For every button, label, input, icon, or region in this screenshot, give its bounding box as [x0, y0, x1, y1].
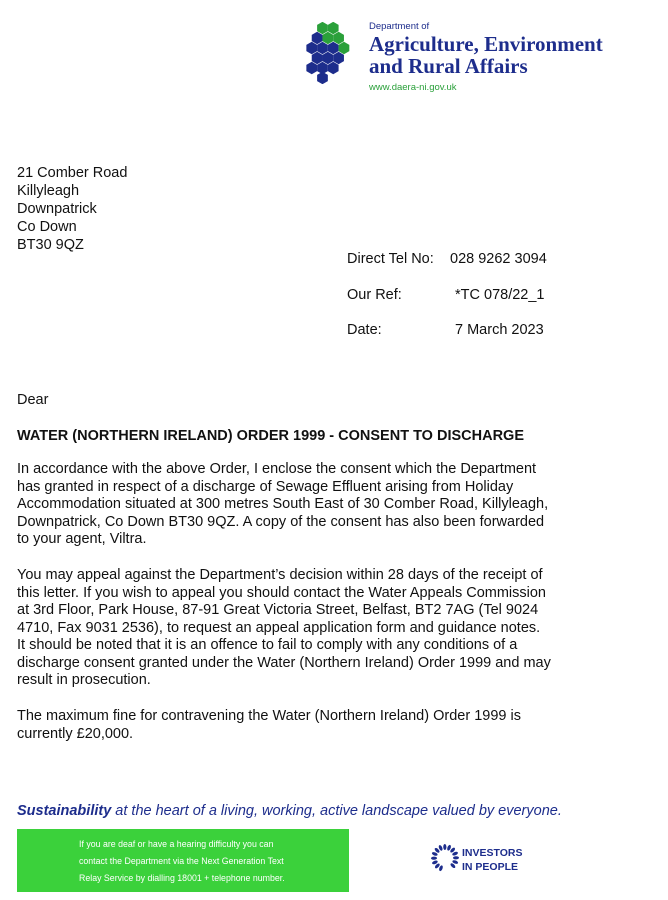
paragraph-line: at 3rd Floor, Park House, 87-91 Great Victoria Street, Belfast, BT2 7AG (Tel 9024: [17, 602, 539, 618]
hexagon-cell: [333, 52, 344, 64]
hexagon-cell: [333, 32, 344, 44]
relay-line: If you are deaf or have a hearing difficulty you can: [79, 839, 274, 849]
address-line: Killyleagh: [17, 183, 80, 199]
date-value: 7 March 2023: [455, 322, 544, 338]
hexagon-cell: [328, 62, 339, 74]
paragraph-line: Accommodation situated at 300 metres South East of 30 Comber Road, Killyleagh,: [17, 496, 549, 512]
hexagon-cell: [317, 72, 328, 84]
our-ref-label: Our Ref:: [347, 287, 402, 303]
hexagon-cell: [339, 42, 350, 54]
paragraph-line: result in prosecution.: [17, 672, 151, 688]
address-line: 21 Comber Road: [17, 165, 128, 181]
salutation: Dear: [17, 392, 49, 408]
recipient-address: [17, 164, 127, 254]
direct-tel-value: 028 9262 3094: [450, 251, 547, 267]
paragraph-line: In accordance with the above Order, I enclose the consent which the Department: [17, 461, 537, 477]
paragraph-fine: [17, 708, 617, 743]
investors-line1: INVESTORS: [462, 847, 523, 859]
sustainability-tagline: [17, 803, 562, 819]
paragraph-line: You may appeal against the Department’s decision within 28 days of the receipt of: [17, 567, 543, 583]
paragraph-line: currently £20,000.: [17, 725, 134, 742]
investors-in-people-logo: [430, 840, 550, 880]
paragraph-line: Downpatrick, Co Down BT30 9QZ. A copy of the consent has also been forwarded: [17, 513, 545, 530]
paragraph-line: 4710, Fax 9031 2536), to request an appeal application form and guidance notes.: [17, 619, 541, 636]
daera-logo: [303, 18, 643, 98]
our-ref-value: *TC 078/22_1: [455, 287, 545, 303]
date-label: Date:: [347, 322, 382, 338]
relay-line: Relay Service by dialling 18001 + telephone number.: [79, 873, 285, 883]
relay-line: contact the Department via the Next Generation Text: [79, 856, 284, 866]
paragraph-line: discharge consent granted under the Water (Northern Ireland) Order 1999 and may: [17, 654, 551, 671]
paragraph-line: has granted in respect of a discharge of Sewage Effluent arising from Holiday: [17, 478, 514, 495]
hexagon-cell: [306, 62, 317, 74]
hexagon-cell: [322, 52, 333, 64]
text-relay-box: [17, 829, 349, 892]
tagline-rest: at the heart of a living, working, active landscape valued by everyone.: [111, 803, 562, 819]
logo-website: www.daera-ni.gov.uk: [369, 82, 457, 93]
hexagon-cell: [328, 22, 339, 34]
hexagon-cluster-icon: [303, 22, 363, 84]
address-line: BT30 9QZ: [17, 237, 84, 253]
address-line: Co Down: [17, 219, 77, 235]
paragraph-line: The maximum fine for contravening the Water (Northern Ireland) Order 1999 is: [17, 708, 521, 724]
hexagon-cell: [317, 22, 328, 34]
letter-heading: WATER (NORTHERN IRELAND) ORDER 1999 - CONSENT TO DISCHARGE: [17, 428, 524, 444]
wreath-leaf: [431, 857, 437, 860]
logo-title-line1: Agriculture, Environment: [369, 32, 603, 56]
wreath-leaf: [453, 856, 459, 859]
paragraph-line: this letter. If you wish to appeal you should contact the Water Appeals Commission: [17, 584, 546, 601]
logo-department-of: Department of: [369, 21, 430, 32]
hexagon-cell: [306, 42, 317, 54]
paragraph-appeal: [17, 567, 617, 690]
direct-tel-label: Direct Tel No:: [347, 251, 434, 267]
address-line: Downpatrick: [17, 201, 97, 217]
hexagon-cell: [317, 42, 328, 54]
hexagon-cell: [328, 42, 339, 54]
logo-title-line2: and Rural Affairs: [369, 54, 528, 78]
hexagon-cell: [312, 52, 323, 64]
investors-line2: IN PEOPLE: [462, 861, 519, 873]
tagline-bold: Sustainability: [17, 803, 112, 819]
hexagon-cell: [322, 32, 333, 44]
paragraph-line: to your agent, Viltra.: [17, 531, 147, 547]
investors-wreath-icon: [430, 842, 460, 874]
hexagon-cell: [312, 32, 323, 44]
paragraph-line: It should be noted that it is an offence to fail to comply with any conditions of a: [17, 637, 518, 653]
paragraph-consent: [17, 461, 617, 549]
wreath-leaf: [443, 844, 446, 850]
